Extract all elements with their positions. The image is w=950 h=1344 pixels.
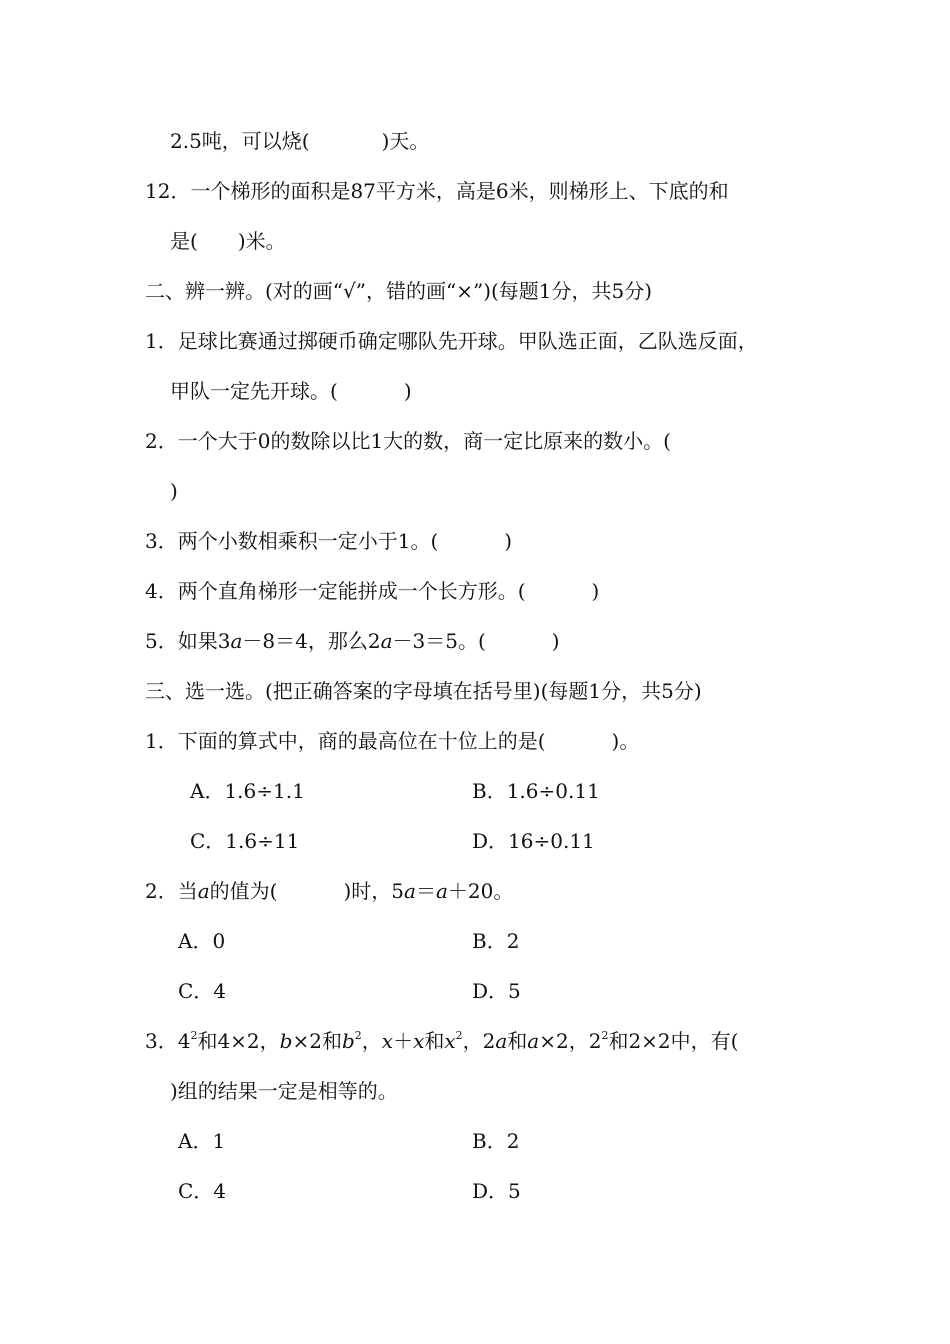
s2-q3-text: 3．两个小数相乘积一定小于1。(: [145, 529, 439, 553]
s2-q1-text: 甲队一定先开球。(: [170, 379, 338, 403]
variable-a: a: [380, 629, 393, 653]
q11-continuation: [170, 128, 429, 154]
close-paren: ): [551, 629, 560, 653]
s3-q3-option-d[interactable]: D．5: [472, 1179, 521, 1203]
s2-q4-text: 4．两个直角梯形一定能拼成一个长方形。(: [145, 579, 526, 603]
variable-x: x: [444, 1029, 456, 1053]
s3-q1: [145, 728, 639, 754]
superscript: 2: [601, 1029, 609, 1042]
s3-q1-option-b[interactable]: B．1.6÷0.11: [472, 779, 600, 803]
close-paren: ): [504, 529, 513, 553]
variable-x: x: [413, 1029, 425, 1053]
s3-q2-text: ＋20。: [447, 879, 514, 903]
superscript: 2: [354, 1029, 362, 1042]
variable-a: a: [435, 879, 448, 903]
s2-q3: [145, 528, 512, 554]
s3-q3-text: ，: [361, 1029, 382, 1053]
close-paren: ): [591, 579, 600, 603]
s3-q3-option-a[interactable]: A．1: [178, 1129, 226, 1153]
q11-text: 2.5吨，可以烧(: [170, 129, 310, 153]
s2-q2-line2: ): [170, 479, 178, 503]
s3-q1-option-d[interactable]: D．16÷0.11: [472, 829, 595, 853]
s3-q3-text: 和: [507, 1029, 528, 1053]
variable-a: a: [527, 1029, 540, 1053]
s2-q5: [145, 628, 560, 654]
variable-a: a: [197, 879, 210, 903]
s3-q3-text: 和4×2，: [197, 1029, 280, 1053]
s3-q3-text: ×2，2: [539, 1029, 602, 1053]
section2-heading: 二、辨一辨。(对的画“√”，错的画“×”)(每题1分，共5分): [145, 279, 653, 303]
s3-q3-text: ，2: [462, 1029, 496, 1053]
superscript: 2: [190, 1029, 198, 1042]
q12-text: 是(: [170, 229, 198, 253]
plus-sign: ＋: [393, 1029, 414, 1053]
variable-x: x: [381, 1029, 394, 1053]
s3-q2: [145, 878, 513, 904]
s2-q5-text: －8＝4，那么2: [242, 629, 381, 653]
s3-q3-text: ×2和: [292, 1029, 342, 1053]
s3-q2-text: ＝: [415, 879, 436, 903]
s3-q3-text: 3．4: [145, 1029, 191, 1053]
s3-q3-option-b[interactable]: B．2: [472, 1129, 520, 1153]
variable-a: a: [230, 629, 243, 653]
q12-line1: 12．一个梯形的面积是87平方米，高是6米，则梯形上、下底的和: [145, 179, 729, 203]
s2-q5-text: 5．如果3: [145, 629, 231, 653]
variable-a: a: [404, 879, 416, 903]
s2-q4: [145, 578, 599, 604]
s2-q1-line1: 1．足球比赛通过掷硬币确定哪队先开球。甲队选正面，乙队选反面，: [145, 329, 758, 353]
superscript: 2: [455, 1029, 463, 1042]
s3-q2-option-d[interactable]: D．5: [472, 979, 521, 1003]
variable-b: b: [341, 1029, 355, 1053]
s3-q2-text: )时，5: [343, 879, 405, 903]
variable-b: b: [279, 1029, 293, 1053]
s3-q2-text: 的值为(: [209, 879, 278, 903]
s3-q3-line1: [145, 1028, 738, 1054]
close-paren: ): [403, 379, 412, 403]
s3-q2-option-a[interactable]: A．0: [178, 929, 226, 953]
variable-a: a: [495, 1029, 508, 1053]
s3-q3-text: 和2×2中，有(: [608, 1029, 739, 1053]
close-paren: )。: [611, 729, 640, 753]
s3-q2-text: 2．当: [145, 879, 198, 903]
q11-text-end: )天。: [381, 129, 430, 153]
s3-q2-option-b[interactable]: B．2: [472, 929, 520, 953]
q12-line2: [170, 228, 286, 254]
s3-q3-line2: )组的结果一定是相等的。: [170, 1079, 398, 1103]
s3-q3-option-c[interactable]: C．4: [178, 1179, 227, 1203]
s2-q1-line2: [170, 378, 412, 404]
s3-q2-option-c[interactable]: C．4: [178, 979, 227, 1003]
s3-q1-text: 1．下面的算式中，商的最高位在十位上的是(: [145, 729, 546, 753]
s3-q1-option-c[interactable]: C．1.6÷11: [190, 829, 300, 853]
section3-heading: 三、选一选。(把正确答案的字母填在括号里)(每题1分，共5分): [145, 679, 702, 703]
s2-q2-line1: 2．一个大于0的数除以比1大的数，商一定比原来的数小。(: [145, 429, 671, 453]
s3-q1-option-a[interactable]: A．1.6÷1.1: [190, 779, 305, 803]
s2-q5-text: －3＝5。(: [392, 629, 486, 653]
q12-text-end: )米。: [237, 229, 286, 253]
s3-q3-text: 和: [424, 1029, 445, 1053]
